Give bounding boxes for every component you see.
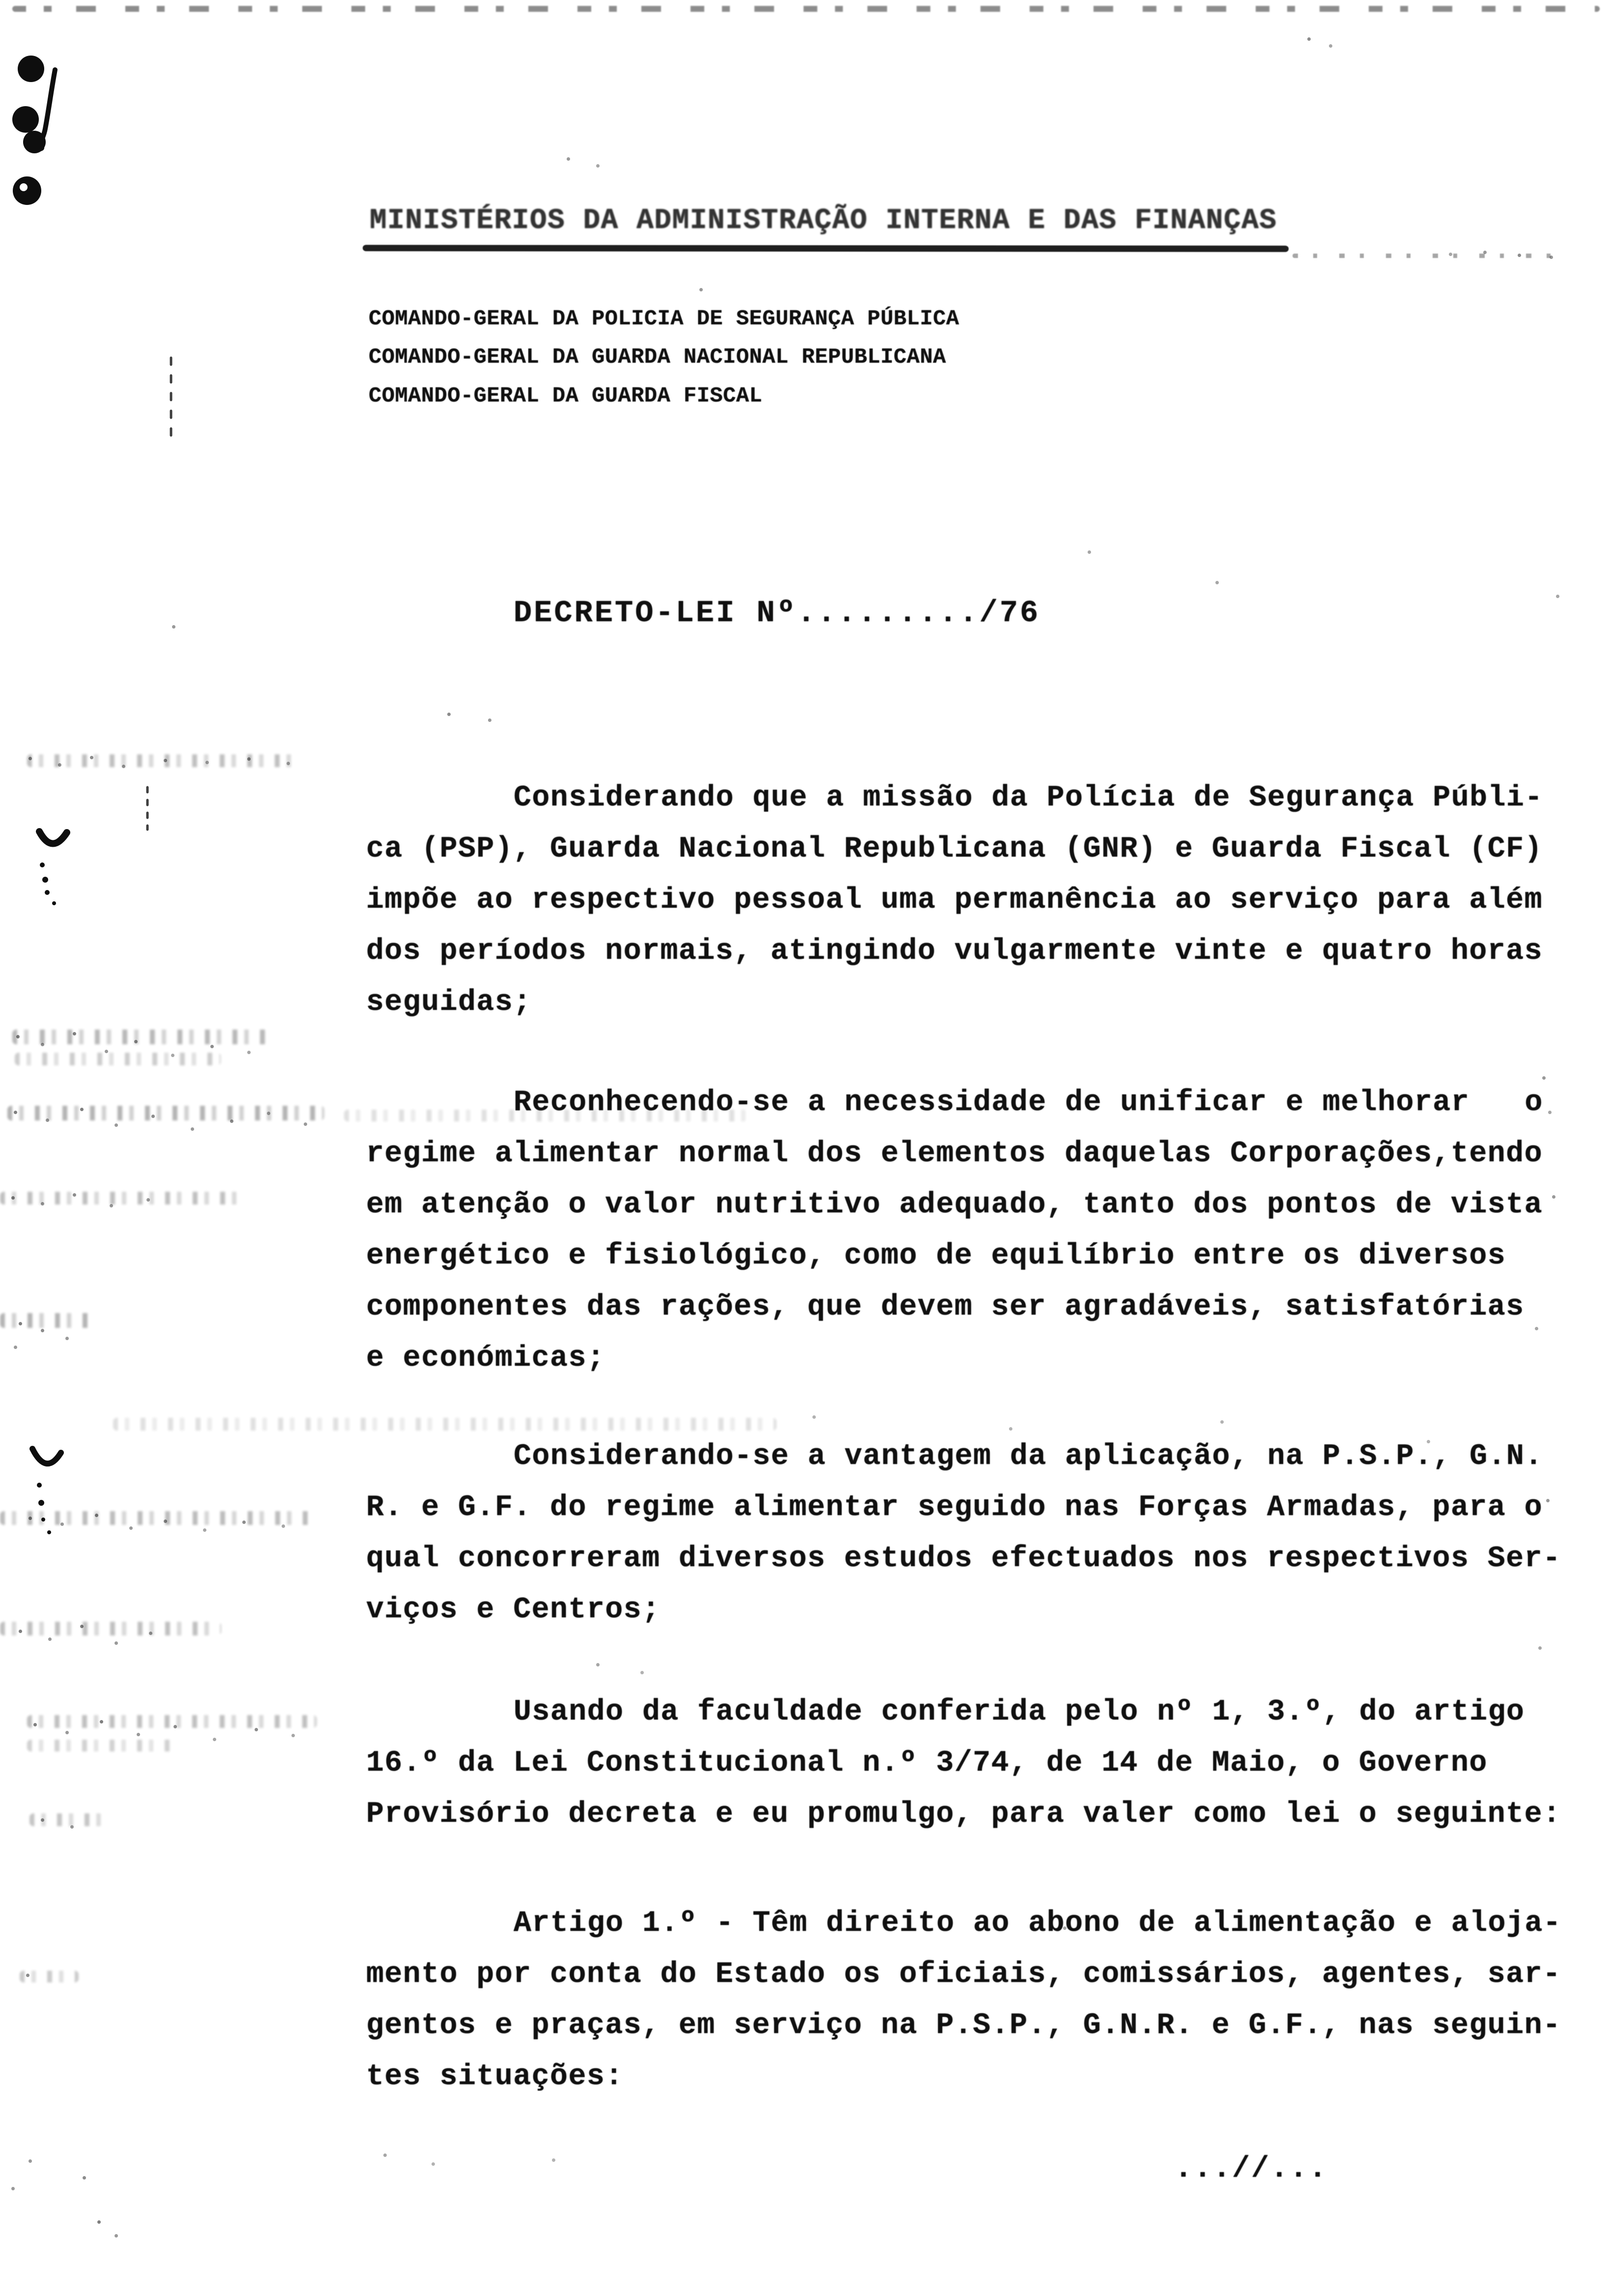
continuation-mark: ...//... — [1175, 2152, 1328, 2186]
text-line: Provisório decreta e eu promulgo, para valer como lei o seguinte: — [366, 1798, 1561, 1831]
bleed-through-smudge — [29, 1813, 103, 1826]
text-line: seguidas; — [366, 986, 532, 1019]
text-line: componentes das rações, que devem ser agradáveis, satisfatórias — [366, 1291, 1525, 1324]
text-line: Usando da faculdade conferida pelo nº 1, 3.º, do artigo — [514, 1695, 1525, 1729]
text-line: 16.º da Lei Constitucional n.º 3/74, de 14 de Maio, o Governo — [366, 1747, 1488, 1780]
bleed-through-smudge — [27, 754, 302, 767]
ink-blob-hole — [20, 183, 28, 191]
bleed-through-smudge — [12, 1030, 268, 1044]
command-line-gf: COMANDO-GERAL DA GUARDA FISCAL — [369, 384, 763, 408]
pen-stroke-tail — [29, 146, 41, 149]
pen-stroke-diagonal — [38, 70, 55, 148]
ink-blob — [12, 106, 39, 133]
bleed-through-smudge — [15, 1053, 221, 1065]
bleed-through-smudge — [27, 1715, 317, 1728]
text-line: impõe ao respectivo pessoal uma permanência ao serviço para além — [366, 884, 1543, 917]
paragraph-considerando-missao — [366, 773, 1543, 1028]
paragraph-reconhecendo — [366, 1077, 1543, 1384]
ink-dot — [42, 877, 48, 883]
text-line: ca (PSP), Guarda Nacional Republicana (GNR) e Guarda Fiscal (CF) — [366, 832, 1543, 866]
text-line: e económicas; — [366, 1342, 605, 1375]
bleed-through-smudge — [0, 1192, 246, 1205]
text-line: em atenção o valor nutritivo adequado, tanto dos pontos de vista — [366, 1188, 1543, 1222]
ministry-header: MINISTÉRIOS DA ADMINISTRAÇÃO INTERNA E DAS FINANÇAS — [370, 205, 1277, 237]
scan-speckles-scattered — [0, 0, 1, 1]
ink-blob — [23, 131, 46, 153]
bleed-through-smudge — [113, 1418, 777, 1431]
text-line: Artigo 1.º - Têm direito ao abono de alimentação e aloja- — [514, 1907, 1562, 1940]
paragraph-considerando-vantagem — [366, 1431, 1561, 1636]
text-line: dos períodos normais, atingindo vulgarmente vinte e quatro horas — [366, 935, 1543, 968]
ink-dot — [40, 862, 45, 867]
header-underline — [363, 245, 1289, 252]
text-line: regime alimentar normal dos elementos daquelas Corporações,tendo — [366, 1137, 1543, 1171]
text-line: mento por conta do Estado os oficiais, comissários, agentes, sar- — [366, 1958, 1561, 1991]
ink-dot — [47, 1530, 51, 1534]
bleed-through-smudge — [0, 1511, 315, 1525]
paragraph-usando-faculdade — [366, 1687, 1561, 1840]
pen-crescent-mark — [39, 832, 67, 844]
ink-dot — [37, 1483, 42, 1488]
bleed-through-smudge — [0, 1622, 221, 1636]
text-line: Reconhecendo-se a necessidade de unificar e melhorar o — [514, 1086, 1543, 1119]
ink-blob — [18, 56, 44, 82]
text-line: tes situações: — [366, 2060, 624, 2094]
paragraph-artigo-1 — [366, 1898, 1561, 2102]
bleed-through-smudge — [0, 1313, 91, 1328]
command-line-gnr: COMANDO-GERAL DA GUARDA NACIONAL REPUBLICANA — [369, 345, 946, 370]
command-line-psp: COMANDO-GERAL DA POLICIA DE SEGURANÇA PÚBLICA — [369, 307, 959, 331]
bleed-through-smudge — [7, 1106, 324, 1120]
scan-edge-noise — [12, 6, 1600, 12]
bleed-through-smudge — [20, 1971, 79, 1982]
bleed-through-smudge — [27, 1740, 174, 1751]
text-line: energético e fisiológico, como de equilíbrio entre os diversos — [366, 1239, 1506, 1273]
decree-title: DECRETO-LEI Nº........./76 — [514, 596, 1040, 631]
ink-dot — [52, 901, 56, 905]
text-line: R. e G.F. do regime alimentar seguido nas Forças Armadas, para o — [366, 1491, 1543, 1524]
text-line: qual concorreram diversos estudos efectuados nos respectivos Ser- — [366, 1542, 1561, 1576]
underline-dot-trail — [1293, 254, 1568, 258]
text-line: Considerando-se a vantagem da aplicação, na P.S.P., G.N. — [514, 1440, 1543, 1473]
ink-dot — [45, 890, 50, 895]
ink-blob — [13, 176, 41, 205]
pen-crescent-mark — [32, 1449, 61, 1464]
ink-dot — [38, 1500, 44, 1506]
text-line: viços e Centros; — [366, 1593, 661, 1627]
text-line: Considerando que a missão da Polícia de Segurança Públi- — [514, 781, 1543, 815]
text-line: gentos e praças, em serviço na P.S.P., G.N.R. e G.F., nas seguin- — [366, 2009, 1561, 2042]
